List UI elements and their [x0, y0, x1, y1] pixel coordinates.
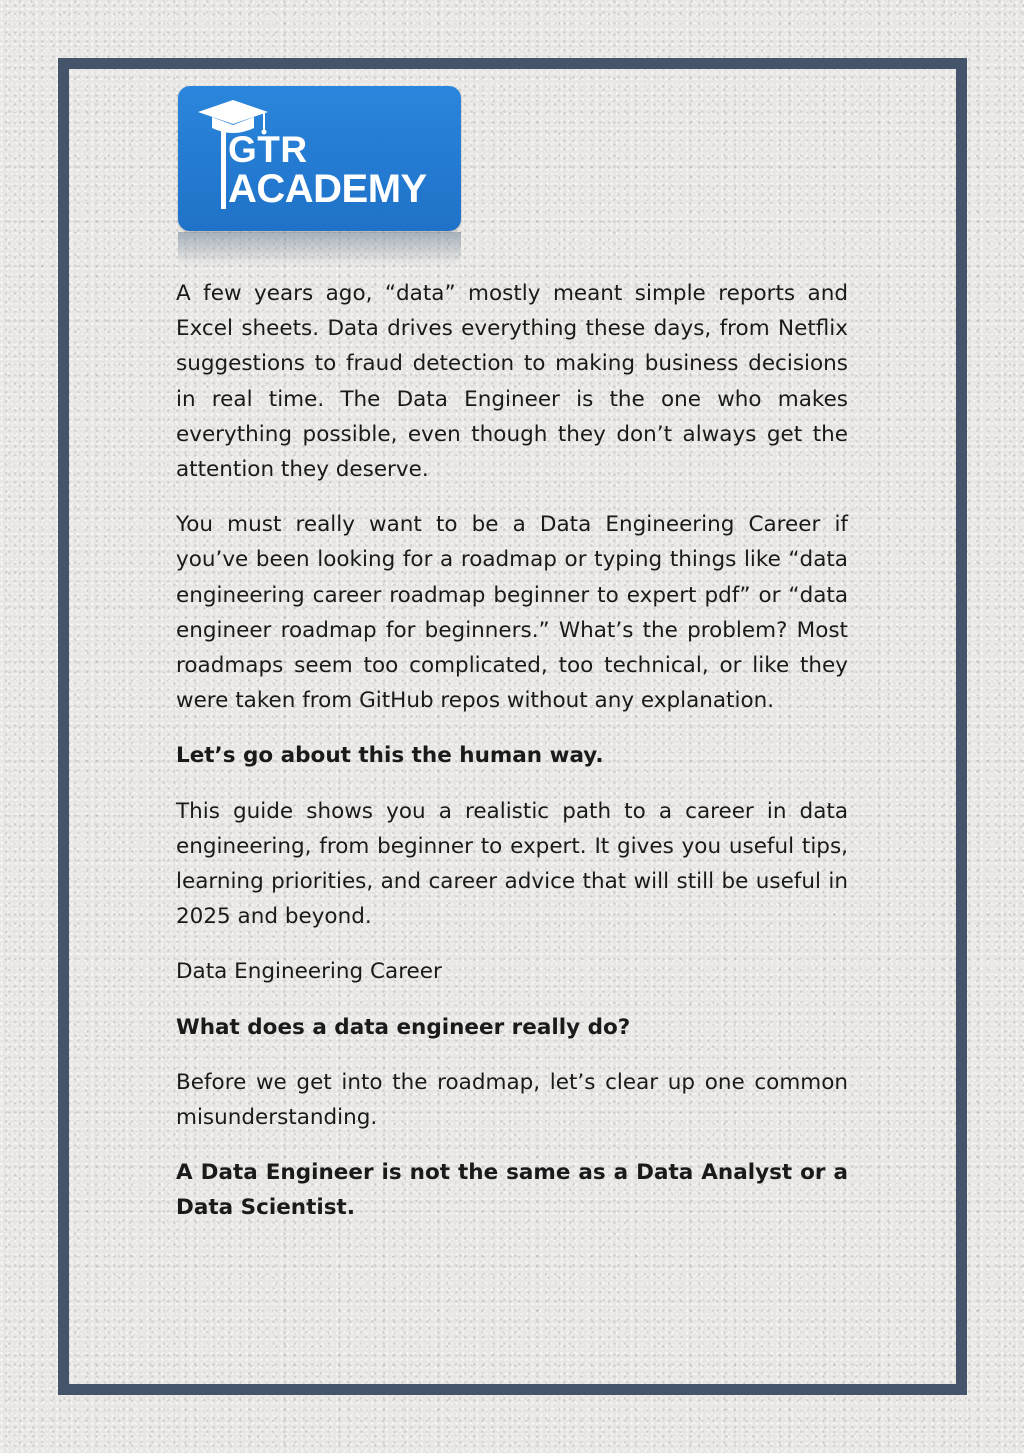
- intro-paragraph: A few years ago, “data” mostly meant simple reports and Excel sheets. Data drives everything these days, from Netflix suggestions to fraud detection to making business decisions in real time. The Data Engineer is the one who makes everything possible, even though they don’t always get the attention they deserve.: [176, 281, 848, 483]
- logo-text-gtr: GTR: [228, 129, 308, 170]
- role-distinction-statement: A Data Engineer is not the same as a Data Analyst or a Data Scientist.: [176, 1160, 848, 1221]
- gtr-academy-logo: [178, 86, 461, 266]
- logo-reflection: [178, 232, 461, 266]
- misunderstanding-paragraph: Before we get into the roadmap, let’s clear up one common misunderstanding.: [176, 1069, 848, 1131]
- roadmap-search-paragraph: You must really want to be a Data Engineering Career if you’ve been looking for a roadmap or typing things like “data engineering career roadmap beginner to expert pdf” or “data engineer roadmap for beginners.” What’s the problem? Most roadmaps seem too complicated, too technical, or like they were taken from GitHub repos without any explanation.: [176, 512, 848, 714]
- article-body: [176, 276, 848, 1246]
- human-way-heading: Let’s go about this the human way.: [176, 743, 604, 769]
- guide-overview-paragraph: This guide shows you a realistic path to a career in data engineering, from beginner to expert. It gives you useful tips, learning priorities, and career advice that will still be useful in 2025 and beyond.: [176, 798, 848, 930]
- logo-divider-bar: [221, 131, 226, 209]
- data-engineer-role-heading: What does a data engineer really do?: [176, 1014, 631, 1040]
- logo-text-academy: ACADEMY: [228, 167, 427, 211]
- logo-badge: [178, 86, 461, 231]
- section-label: Data Engineering Career: [176, 959, 442, 985]
